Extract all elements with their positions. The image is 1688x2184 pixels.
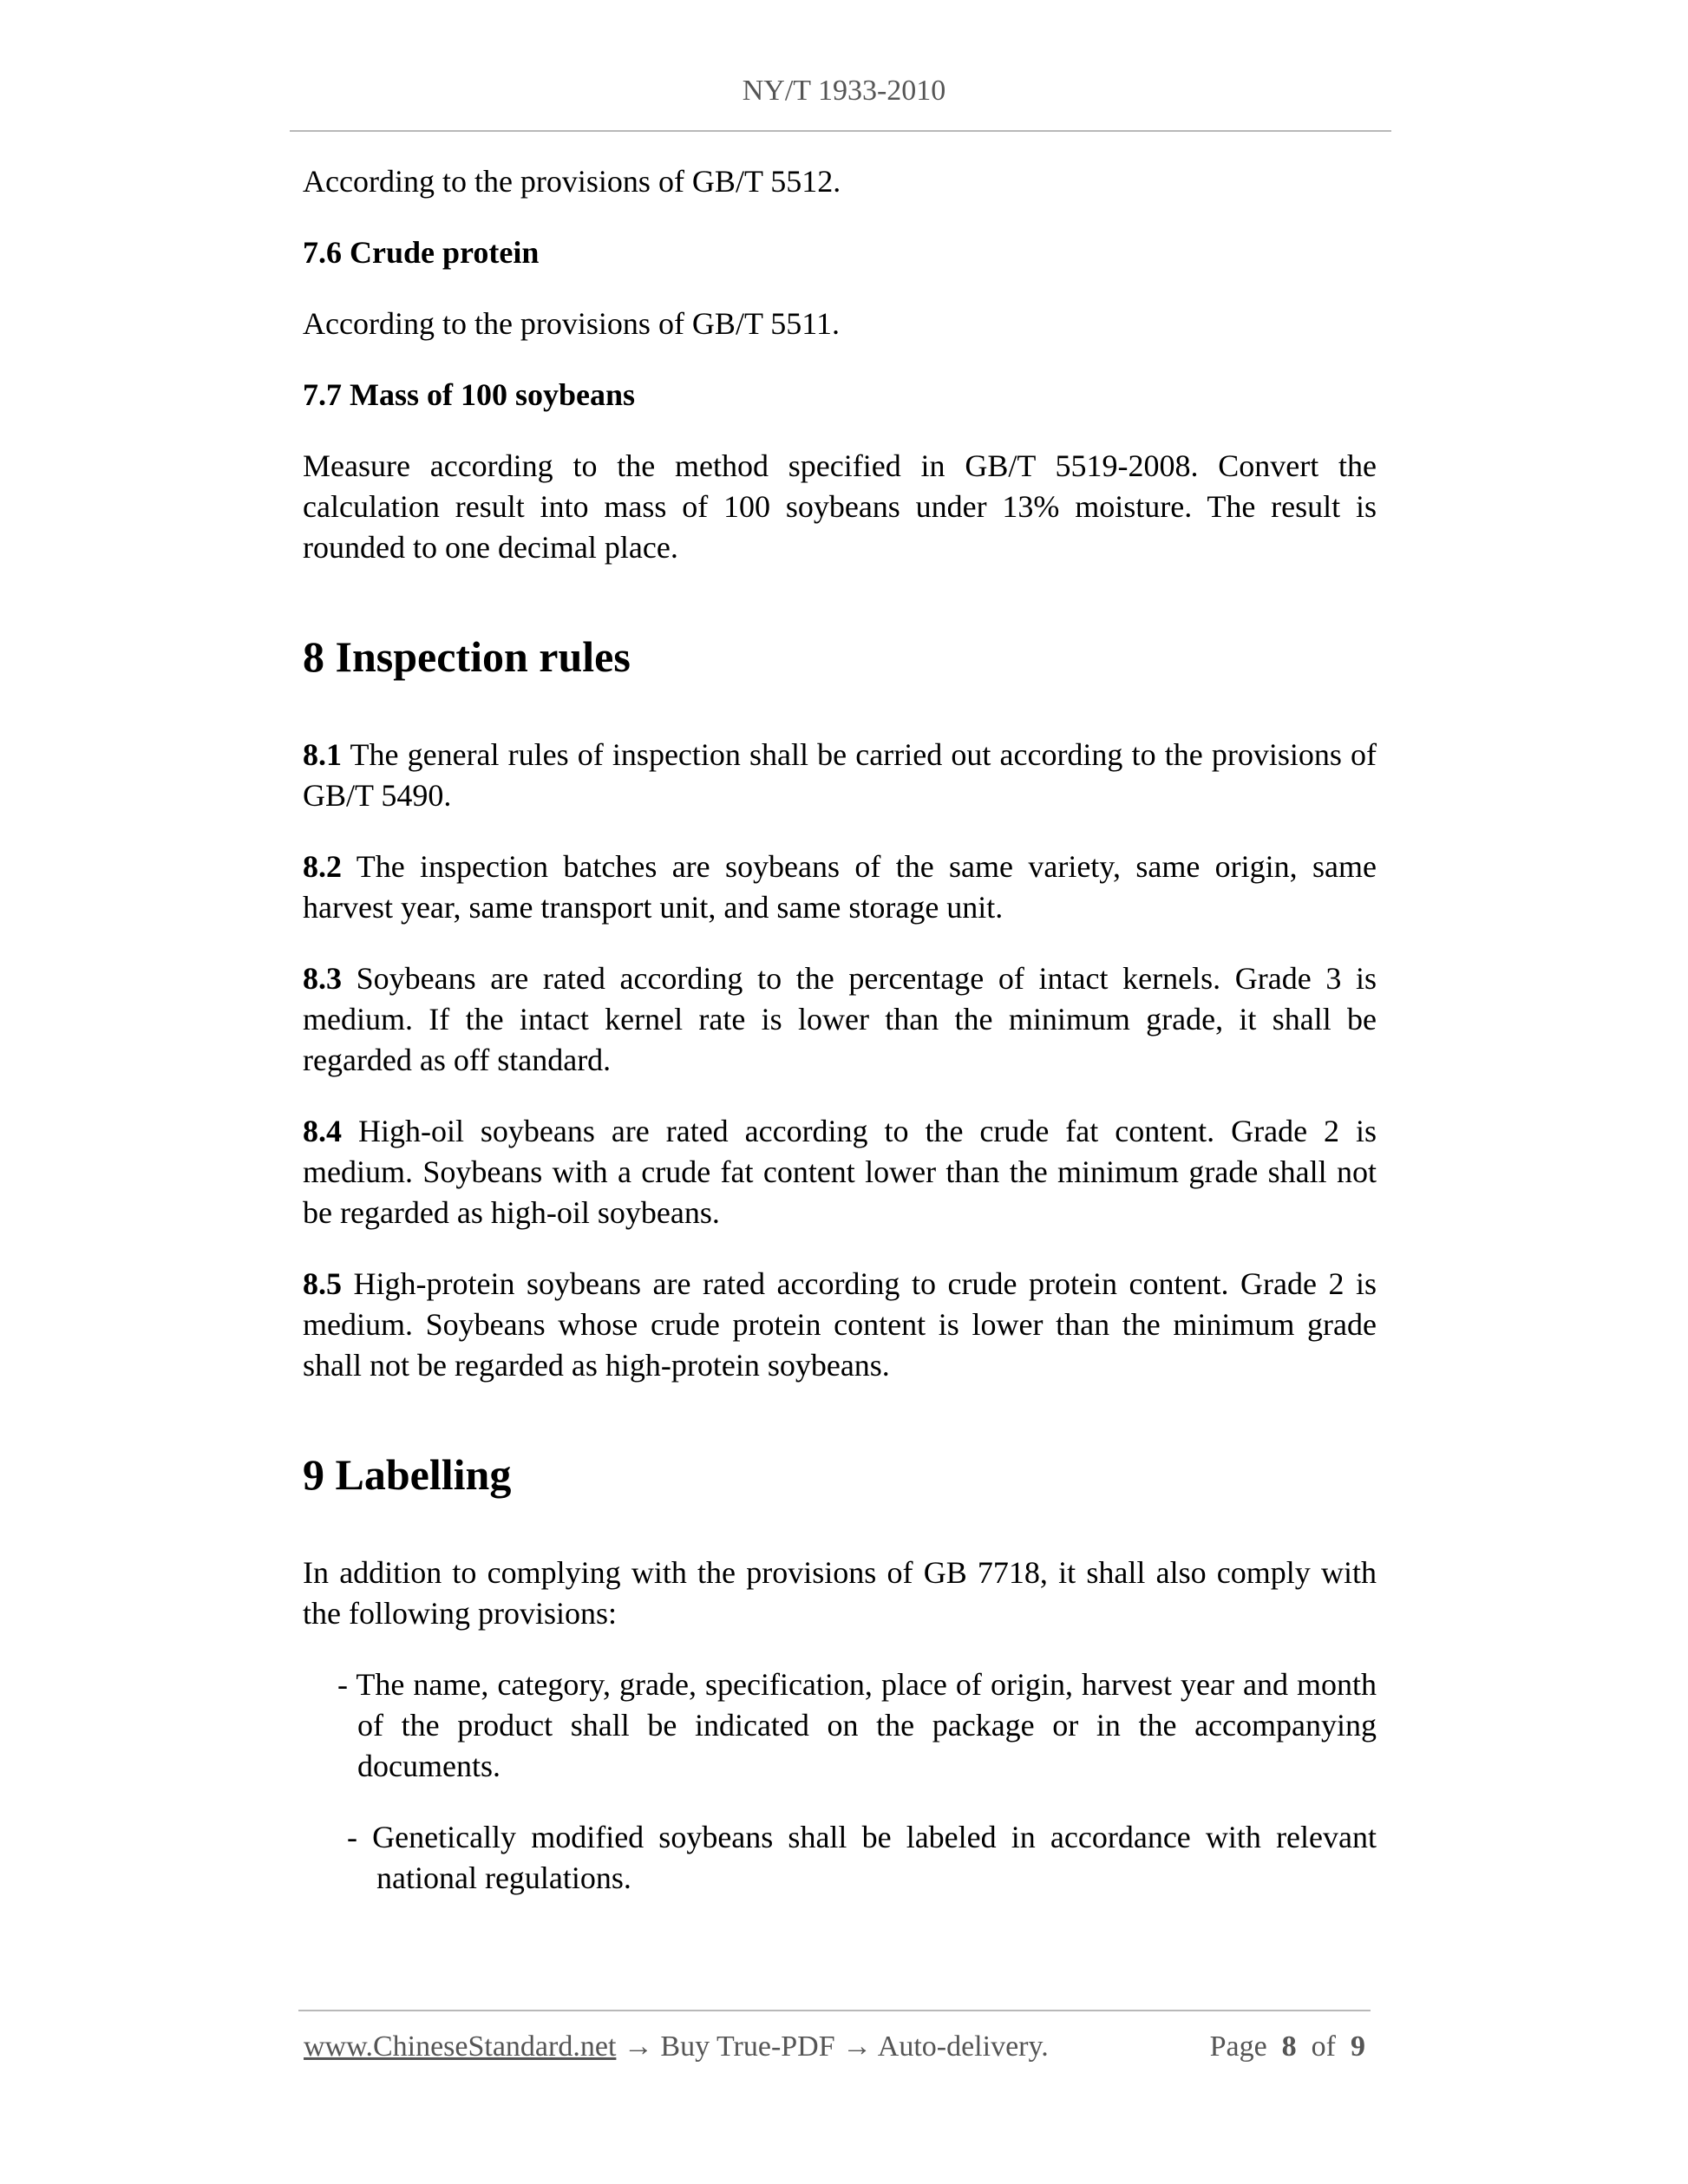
clause-number: 8.2 (303, 849, 342, 884)
clause-number: 8.1 (303, 737, 342, 772)
section-heading-9: 9 Labelling (303, 1450, 512, 1499)
clause-8-2 (303, 847, 1377, 928)
paragraph: Measure according to the method specified in GB/T 5519-2008. Convert the calculation result into mass of 100 soybeans under 13% moisture. The result is rounded to one decimal place. (303, 448, 1377, 565)
footer-divider (298, 2010, 1371, 2011)
clause-text: The general rules of inspection shall be carried out according to the provisions of GB/T 5490. (303, 737, 1377, 813)
footer-buy-text: Buy True-PDF (660, 2030, 835, 2063)
clause-text: The inspection batches are soybeans of the same variety, same origin, same harvest year, same transport unit, and same storage unit. (303, 849, 1377, 925)
page-label: Page (1209, 2030, 1267, 2063)
list-item: - Genetically modified soybeans shall be labeled in accordance with relevant national regulations. (347, 1820, 1377, 1895)
paragraph: According to the provisions of GB/T 5511. (303, 306, 840, 341)
clause-number: 8.4 (303, 1114, 342, 1148)
clause-8-4 (303, 1111, 1377, 1233)
arrow-icon: → (623, 2030, 653, 2063)
paragraph: According to the provisions of GB/T 5512. (303, 164, 841, 199)
clause-text: Soybeans are rated according to the percentage of intact kernels. Grade 3 is medium. If the intact kernel rate is lower than the minimum grade, it shall be regarded as off standard. (303, 961, 1377, 1077)
footer-delivery-text: Auto-delivery. (877, 2030, 1049, 2063)
page-total: 9 (1351, 2030, 1365, 2063)
clause-number: 8.3 (303, 961, 342, 996)
website-link[interactable]: www.ChineseStandard.net (304, 2030, 617, 2063)
page-header-title: NY/T 1933-2010 (742, 75, 946, 107)
document-body (303, 161, 1377, 1929)
clause-text: High-oil soybeans are rated according to the crude fat content. Grade 2 is medium. Soybeans with a crude fat content lower than the minimum grade shall not be regarded as high-oil soybeans. (303, 1114, 1377, 1230)
list-item: - The name, category, grade, specification, place of origin, harvest year and month of the product shall be indicated on the package or in the accompanying documents. (337, 1667, 1377, 1783)
page-number (1210, 2028, 1365, 2066)
paragraph: In addition to complying with the provisions of GB 7718, it shall also comply with the following provisions: (303, 1555, 1377, 1631)
header-divider (290, 130, 1391, 132)
clause-8-3 (303, 958, 1377, 1081)
page-current: 8 (1281, 2030, 1297, 2063)
clause-8-1 (303, 735, 1377, 816)
arrow-icon: → (842, 2030, 873, 2063)
section-heading-8: 8 Inspection rules (303, 632, 631, 681)
clause-heading-7-6: 7.6 Crude protein (303, 235, 540, 270)
clause-text: High-protein soybeans are rated according to crude protein content. Grade 2 is medium. Soybeans whose crude protein content is lower than the minimum grade shall not be regarded as high-protein soybeans. (303, 1266, 1377, 1383)
clause-number: 8.5 (303, 1266, 342, 1301)
of-label: of (1311, 2030, 1336, 2063)
clause-heading-7-7: 7.7 Mass of 100 soybeans (303, 377, 636, 412)
clause-8-5 (303, 1264, 1377, 1386)
footer-promo (304, 2028, 1049, 2066)
